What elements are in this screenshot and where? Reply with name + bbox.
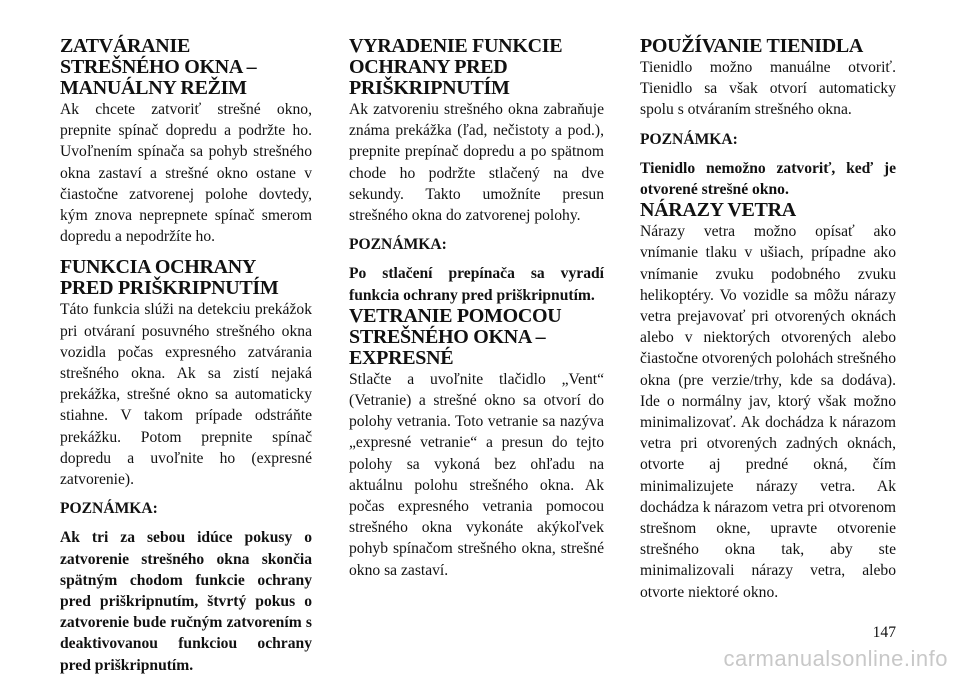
heading-line: OCHRANY PRED [349, 56, 508, 78]
column-middle [349, 36, 604, 581]
paragraph-wind-buffeting: Nárazy vetra možno opísať ako vnímanie tlaku v ušiach, prípadne ako vnímanie zvuku podobného zvuku helikoptéry. Vo vozidle sa môžu nárazy vetra prejavovať pri otvorených oknách alebo v niektorých otvorených alebo čiastočne otvorených polohách strešného okna (pre verzie/trhy, kde sa dodáva). Ide o normálny jav, ktorý však možno minimalizovať. Ak dochádza k nárazom vetra pri otvorených zadných oknách, otvorte aj predné okná, čím minimalizujete nárazy vetra. Ak dochádza k nárazom vetra pri otvorenom strešnom okne, upravte otvorenie strešného okna tak, aby ste minimalizovali nárazy vetra, alebo otvorte niektoré okno. [640, 223, 896, 601]
note-body: Ak tri za sebou idúce pokusy o zatvorenie strešného okna skončia spätným chodom funkcie ochrany pred priškripnutím, štvrtý pokus o zatvorenie bude ručným zatvorením s deaktivovanou funkciou ochrany pred priškripnutím. [60, 529, 312, 674]
heading-sunshade: POUŽÍVANIE TIENIDLA [640, 35, 864, 57]
heading-line: PRIŠKRIPNUTÍM [349, 77, 510, 99]
note-label: POZNÁMKA: [349, 236, 447, 254]
heading-line: STREŠNÉHO OKNA – [60, 56, 257, 78]
paragraph-disable-pinch: Ak zatvoreniu strešného okna zabraňuje známa prekážka (ľad, nečistoty a pod.), prepnite prepínač dopredu a po spätnom chode ho podržte stlačený na dve sekundy. Takto umožníte presun strešného okna do zatvorenej polohy. [349, 101, 604, 225]
watermark [0, 646, 960, 672]
heading-line: MANUÁLNY REŽIM [60, 77, 247, 99]
note-body: Tienidlo nemožno zatvoriť, keď je otvorené strešné okno. [640, 159, 896, 199]
heading-line: ZATVÁRANIE [60, 35, 190, 57]
paragraph-vent-express: Stlačte a uvoľnite tlačidlo „Vent“ (Vetranie) a strešné okno sa otvorí do polohy vetrania. Toto vetranie sa nazýva „expresné vetranie“ a presun do tejto polohy sa vykoná bez ohľadu na aktuálnu polohu strešného okna. Ak počas expresného vetrania pomocou strešného okna vykonáte akýkoľvek pohyb spínačom strešného okna, strešné okno sa zastaví. [349, 370, 604, 579]
paragraph-pinch-protection: Táto funkcia slúži na detekciu prekážok pri otváraní posuvného strešného okna vozidla počas expresného zatvárania strešného okna. Ak sa zistí nejaká prekážka, strešné okno sa automaticky stiahne. V takom prípade odstráňte prekážku. Potom prepnite spínač dopredu a uvoľnite ho (expresné zatvorenie). [60, 301, 312, 489]
heading-line: VETRANIE POMOCOU [349, 304, 562, 327]
heading-line: FUNKCIA OCHRANY [60, 256, 257, 279]
page-number: 147 [872, 624, 896, 641]
paragraph-sunshade: Tienidlo možno manuálne otvoriť. Tienidlo sa však otvorí automaticky spolu s otváraním strešného okna. [640, 59, 896, 119]
heading-vent-express [349, 306, 604, 369]
column-right [640, 36, 896, 603]
heading-line: VYRADENIE FUNKCIE [349, 35, 563, 57]
heading-line: EXPRESNÉ [349, 346, 454, 369]
paragraph-manual-closing: Ak chcete zatvoriť strešné okno, prepnite spínač dopredu a podržte ho. Uvoľnením spínača sa pohyb strešného okna zastaví a strešné okno ostane v čiastočne zatvorenej polohe dovtedy, kým znova neprepnete spínač smerom dopredu a nepodržíte ho. [60, 101, 312, 246]
watermark-text: carmanualsonline.info [723, 646, 948, 671]
note-label: POZNÁMKA: [640, 130, 738, 148]
heading-pinch-protection [60, 257, 312, 299]
column-left [60, 36, 312, 676]
heading-manual-closing [60, 36, 312, 99]
note-label: POZNÁMKA: [60, 500, 158, 518]
note-body: Po stlačení prepínača sa vyradí funkcia ochrany pred priškripnutím. [349, 265, 604, 304]
heading-line: PRED PRIŠKRIPNUTÍM [60, 277, 279, 300]
heading-wind-buffeting: NÁRAZY VETRA [640, 199, 796, 222]
heading-line: STREŠNÉHO OKNA – [349, 325, 546, 348]
heading-disable-pinch [349, 36, 604, 99]
